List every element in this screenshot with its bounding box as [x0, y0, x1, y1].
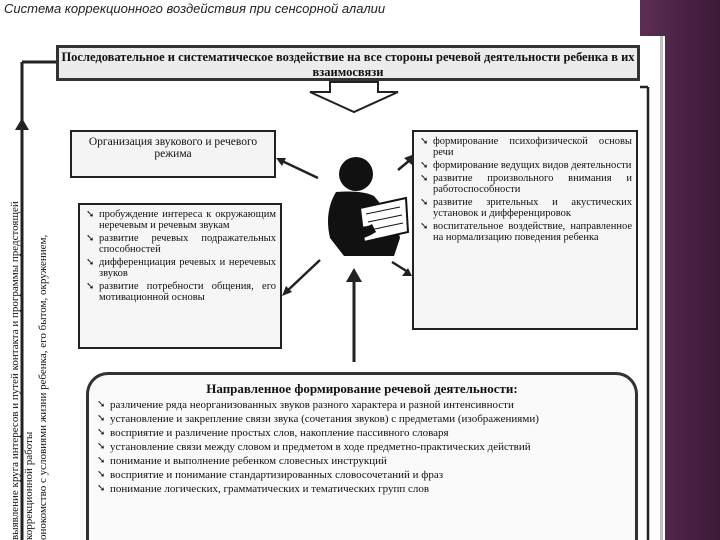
list-item-text: формирование психофизической основы речи [433, 136, 632, 158]
list-item [86, 209, 276, 231]
side-text-wrap [8, 136, 50, 540]
list-item-text: понимание и выполнение ребенком словесных инструкций [110, 455, 387, 467]
org-box: Организация звукового и речевого режима [70, 130, 276, 178]
arrow-bullet-icon: ➘ [86, 209, 95, 220]
arrow-bullet-icon: ➘ [420, 136, 429, 147]
arrow-bullet-icon: ➘ [86, 233, 95, 244]
list-item-text: восприятие и различение простых слов, накопление пассивного словаря [110, 427, 449, 439]
arrow-bullet-icon: ➘ [86, 257, 95, 268]
list-item-text: установление связи между словом и предметом в ходе предметно-практических действий [110, 441, 531, 453]
list-item-text: воспитательное воздействие, направленное на нормализацию поведения ребенка [433, 221, 632, 243]
right-list-box [412, 130, 638, 330]
list-item [97, 413, 627, 425]
list-item-text: развитие зрительных и акустических установок и дифференцировок [433, 197, 632, 219]
list-item [97, 427, 627, 439]
side-text-line-1: выявление круга интересов и путей контакта и программы предстоящей коррекционной работы [9, 201, 35, 540]
list-item-text: формирование ведущих видов деятельности [433, 160, 632, 171]
top-box: Последовательное и систематическое воздействие на все стороны речевой деятельности ребенка в их взаимосвязи [56, 45, 640, 81]
arrow-bullet-icon: ➘ [97, 399, 106, 410]
list-item [97, 455, 627, 467]
list-item-text: дифференциация речевых и неречевых звуков [99, 257, 276, 279]
list-item [420, 197, 632, 219]
list-item [86, 257, 276, 279]
list-item-text: развитие речевых подражательных способностей [99, 233, 276, 255]
arrow-bullet-icon: ➘ [86, 281, 95, 292]
list-item-text: восприятие и понимание стандартизированных словосочетаний и фраз [110, 469, 444, 481]
side-text [8, 136, 50, 540]
list-item-text: развитие потребности общения, его мотивационной основы [99, 281, 276, 303]
list-item-text: понимание логических, грамматических и тематических групп слов [110, 483, 430, 495]
arrow-bullet-icon: ➘ [420, 197, 429, 208]
list-item [420, 160, 632, 171]
left-list-box [78, 203, 282, 349]
list-item [97, 441, 627, 453]
slide-title: Система коррекционного воздействия при сенсорной алалии [4, 1, 386, 16]
list-item [420, 136, 632, 158]
list-item [86, 281, 276, 303]
arrow-bullet-icon: ➘ [420, 221, 429, 232]
arrow-bullet-icon: ➘ [97, 455, 106, 466]
list-item-text: различение ряда неорганизованных звуков разного характера и разной интенсивности [110, 399, 514, 411]
arrow-bullet-icon: ➘ [97, 413, 106, 424]
arrow-bullet-icon: ➘ [420, 173, 429, 184]
list-item [97, 399, 627, 411]
arrow-bullet-icon: ➘ [97, 427, 106, 438]
list-item-text: пробуждение интереса к окружающим неречевым и речевым звукам [99, 209, 276, 231]
list-item [420, 173, 632, 195]
arrow-bullet-icon: ➘ [97, 441, 106, 452]
list-item [420, 221, 632, 243]
arrow-bullet-icon: ➘ [97, 469, 106, 480]
reading-child-silhouette-icon [314, 152, 414, 262]
list-item [86, 233, 276, 255]
list-item [97, 469, 627, 481]
arrow-bullet-icon: ➘ [420, 160, 429, 171]
arrow-bullet-icon: ➘ [97, 483, 106, 494]
scan-edge [660, 36, 663, 540]
list-item [97, 483, 627, 495]
list-item-text: установление и закрепление связи звука (сочетания звуков) с предметами (изображениями) [110, 413, 539, 425]
list-item-text: развитие произвольного внимания и работоспособности [433, 173, 632, 195]
bottom-title: Направленное формирование речевой деятельности: [206, 381, 518, 396]
bottom-box [86, 372, 638, 540]
side-text-line-2: онокомство с условиями жизни ребенка, его бытом, окружением, [37, 234, 49, 540]
